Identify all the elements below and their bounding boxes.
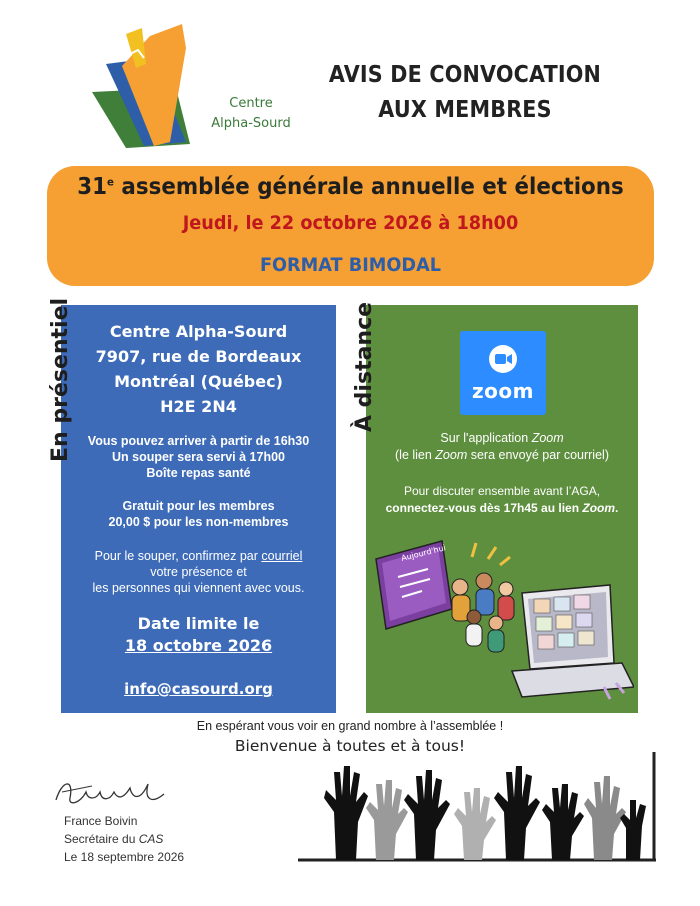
video-camera-icon: [489, 345, 517, 373]
in-person-panel: [61, 305, 336, 713]
signer-name: France Boivin: [64, 814, 138, 828]
link-name: Zoom: [435, 448, 468, 462]
laptop-graphic: [512, 585, 634, 699]
closing-message: En espérant vous voir en grand nombre à l’assemblée !: [196, 719, 504, 733]
whiteboard-text: Aujourd'hui: [400, 543, 447, 563]
link-prefix: (le lien: [395, 448, 436, 462]
raised-hands-illustration: [296, 742, 658, 864]
deadline-date: 18 octobre 2026: [124, 636, 273, 655]
confirm-line: [61, 548, 336, 564]
camera-glyph: [489, 345, 517, 373]
assembly-number: 31: [77, 174, 108, 200]
zoom-link-line: [366, 447, 638, 464]
connect-name: Zoom: [582, 501, 616, 515]
link-suffix: sera envoyé par courriel): [467, 448, 609, 462]
confirm-info: [61, 548, 336, 596]
confirm-line: votre présence et: [150, 565, 247, 579]
email-link[interactable]: courriel: [261, 549, 303, 563]
signer-role: [64, 830, 184, 848]
assembly-heading: [68, 174, 633, 200]
venue-address: [61, 319, 336, 419]
price-info: [61, 498, 336, 530]
assembly-date: Jeudi, le 22 octobre 2026 à 18h00: [182, 212, 519, 234]
connect-line: [366, 500, 638, 517]
zoom-app-line: [366, 430, 638, 447]
centre-alpha-sourd-logo: [86, 24, 306, 154]
title-line1: AVIS DE CONVOCATION: [328, 62, 602, 88]
notice-title: [317, 58, 614, 128]
confirm-line: les personnes qui viennent avec vous.: [92, 581, 305, 595]
connect-prefix: connectez-vous dès 17h45 au lien: [385, 501, 583, 515]
confirm-prefix: Pour le souper, confirmez par: [94, 549, 262, 563]
logo-name-line1: Centre: [229, 96, 273, 111]
logo-name-line2: Alpha-Sourd: [211, 116, 291, 131]
assembly-ordinal: e: [107, 175, 114, 189]
arrival-line: Un souper sera servi à 17h00: [111, 450, 285, 464]
address-line: H2E 2N4: [160, 397, 237, 416]
remote-panel: [366, 305, 638, 713]
format-label: FORMAT BIMODAL: [259, 254, 442, 276]
address-line: Montréal (Québec): [114, 372, 283, 391]
deadline-label: Date limite le: [137, 614, 260, 633]
address-line: Centre Alpha-Sourd: [109, 322, 288, 341]
signer-role-org: CAS: [138, 832, 164, 846]
handwritten-signature: [52, 770, 172, 814]
app-prefix: Sur l'application: [440, 431, 532, 445]
connect-info: [366, 483, 638, 517]
assembly-banner: [47, 166, 654, 286]
signer-block: [64, 812, 184, 866]
signer-date: Le 18 septembre 2026: [64, 850, 185, 864]
signer-role-prefix: Secrétaire du: [64, 832, 139, 846]
address-line: 7907, rue de Bordeaux: [95, 347, 302, 366]
arrival-line: Vous pouvez arriver à partir de 16h30: [87, 434, 310, 448]
online-meeting-illustration: [372, 537, 634, 709]
whiteboard-graphic: [376, 541, 452, 629]
price-line: 20,00 $ pour les non-membres: [108, 515, 289, 529]
contact-email[interactable]: info@casourd.org: [124, 680, 273, 698]
participants-group: [452, 543, 514, 652]
assembly-heading-rest: assemblée générale annuelle et élections: [113, 174, 624, 200]
in-person-label: En présentiel: [48, 297, 73, 462]
zoom-wordmark: zoom: [472, 379, 534, 403]
arrival-info: [61, 433, 336, 481]
arrival-line: Boîte repas santé: [146, 466, 251, 480]
zoom-logo: [460, 331, 546, 415]
remote-label: À distance: [352, 301, 377, 432]
hand-silhouettes: [324, 766, 646, 860]
connect-suffix: .: [615, 501, 619, 515]
discuss-line: Pour discuter ensemble avant l’AGA,: [403, 484, 601, 498]
price-line: Gratuit pour les membres: [122, 499, 275, 513]
title-line2: AUX MEMBRES: [378, 97, 552, 123]
welcome-message: Bienvenue à toutes et à tous!: [234, 737, 466, 755]
logo-name: [196, 94, 306, 134]
app-name: Zoom: [531, 431, 564, 445]
zoom-app-info: [366, 430, 638, 464]
deadline: [61, 613, 336, 657]
